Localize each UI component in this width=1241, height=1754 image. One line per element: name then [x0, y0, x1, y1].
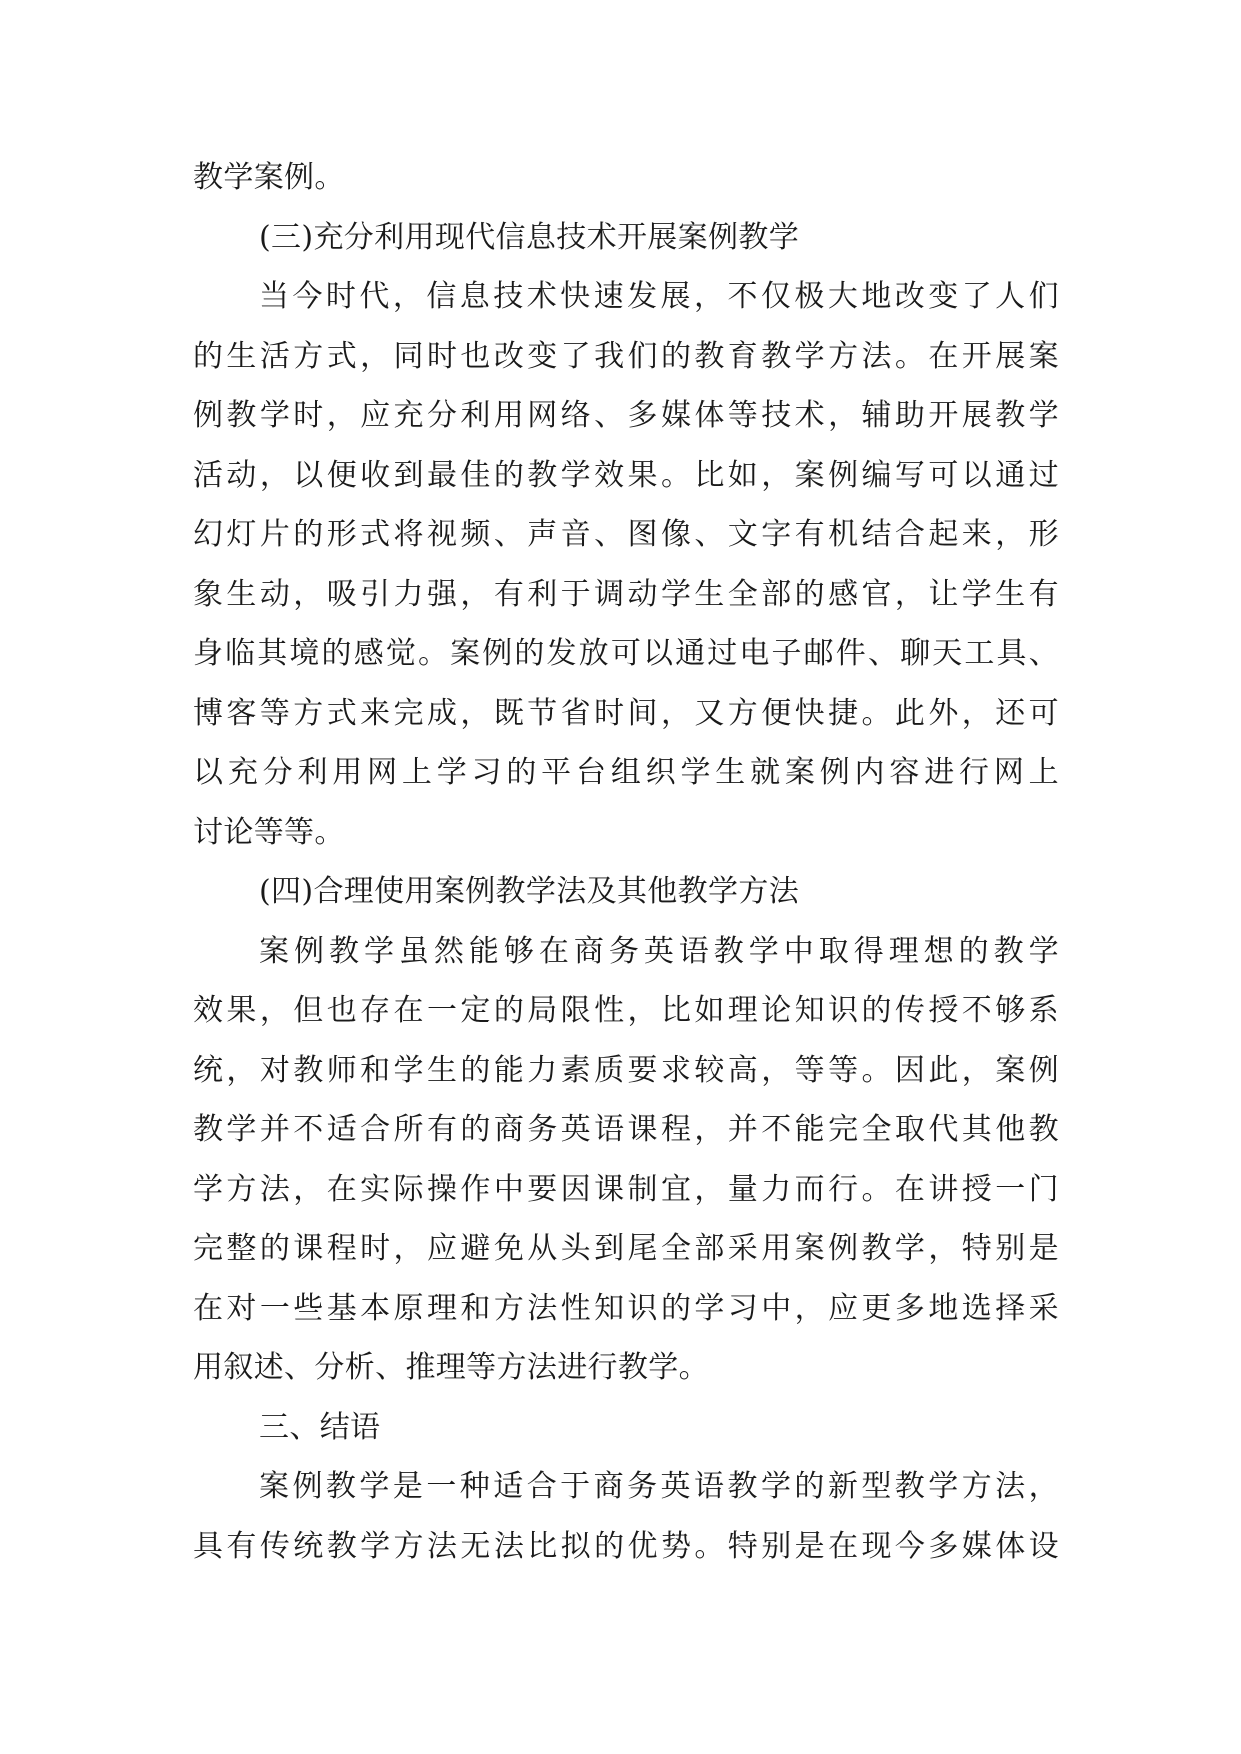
- text-line: 学方法，在实际操作中要因课制宜，量力而行。在讲授一门: [193, 1171, 1059, 1207]
- text-line: 例教学时，应充分利用网络、多媒体等技术，辅助开展教学: [193, 398, 1059, 433]
- text-line: 博客等方式来完成，既节省时间，又方便快捷。此外，还可: [193, 695, 1059, 731]
- text-line: 案例教学是一种适合于商务英语教学的新型教学方法，: [259, 1469, 1059, 1504]
- document-page: [193, 148, 1059, 1576]
- text-line: 完整的课程时，应避免从头到尾全部采用案例教学，特别是: [193, 1231, 1059, 1266]
- text-line: 的生活方式，同时也改变了我们的教育教学方法。在开展案: [193, 338, 1059, 374]
- section-heading-4: (四)合理使用案例教学法及其他教学方法: [259, 874, 800, 909]
- paragraph-case-method: [193, 922, 1059, 1398]
- text-line: 教学案例。: [193, 160, 345, 195]
- text-line: 具有传统教学方法无法比拟的优势。特别是在现今多媒体设: [193, 1528, 1059, 1564]
- section-heading-3: (三)充分利用现代信息技术开展案例教学: [259, 219, 800, 255]
- text-line: 当今时代，信息技术快速发展，不仅极大地改变了人们: [259, 279, 1059, 314]
- text-line: 以充分利用网上学习的平台组织学生就案例内容进行网上: [193, 755, 1059, 790]
- text-line: 在对一些基本原理和方法性知识的学习中，应更多地选择采: [193, 1290, 1059, 1326]
- text-line: 幻灯片的形式将视频、声音、图像、文字有机结合起来，形: [193, 517, 1059, 552]
- text-line: 效果，但也存在一定的局限性，比如理论知识的传授不够系: [193, 993, 1059, 1028]
- paragraph-info-tech: [193, 267, 1059, 862]
- section-heading-conclusion: 三、结语: [259, 1409, 381, 1445]
- paragraph-continuation: [193, 148, 1059, 208]
- text-line: 教学并不适合所有的商务英语课程，并不能完全取代其他教: [193, 1112, 1059, 1147]
- text-line: 活动，以便收到最佳的教学效果。比如，案例编写可以通过: [193, 457, 1059, 493]
- text-line: 用叙述、分析、推理等方法进行教学。: [193, 1350, 709, 1385]
- text-line: 案例教学虽然能够在商务英语教学中取得理想的教学: [259, 933, 1059, 969]
- text-line: 象生动，吸引力强，有利于调动学生全部的感官，让学生有: [193, 576, 1059, 612]
- text-line: 统，对教师和学生的能力素质要求较高，等等。因此，案例: [193, 1052, 1059, 1088]
- text-line: 讨论等等。: [193, 814, 345, 850]
- text-line: 身临其境的感觉。案例的发放可以通过电子邮件、聊天工具、: [193, 636, 1059, 671]
- paragraph-conclusion: [193, 1457, 1059, 1576]
